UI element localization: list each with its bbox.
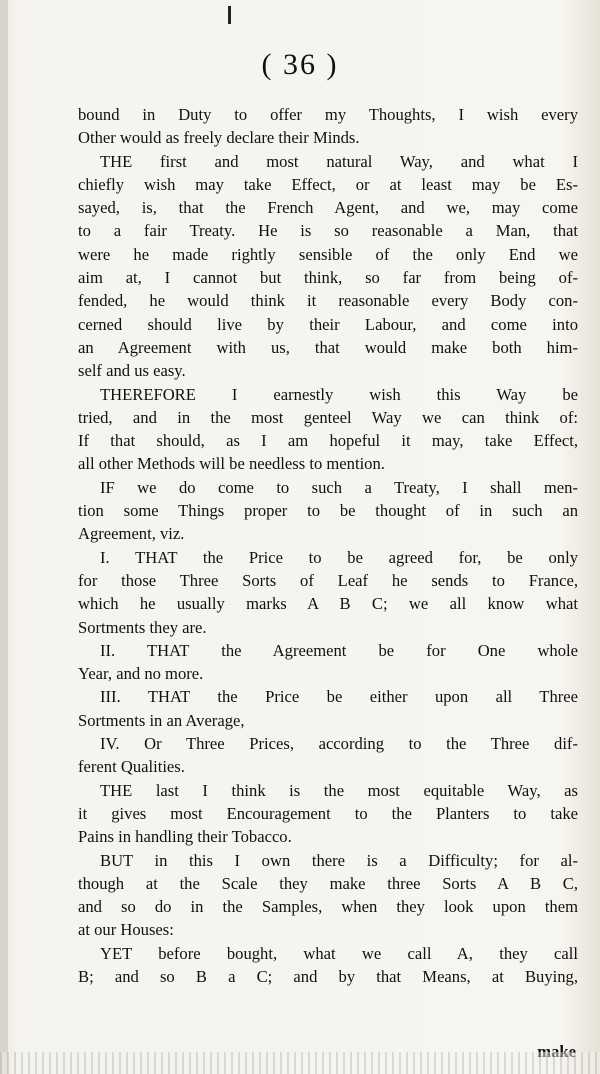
text-line: Pains in handling their Tobacco. <box>78 827 292 847</box>
scan-edge-noise <box>0 1052 600 1074</box>
text-line: to a fair Treaty. He is so reasonable a Man, that <box>78 221 578 241</box>
text-line: THE first and most natural Way, and what I <box>100 151 578 171</box>
text-line: IV. Or Three Prices, according to the Three dif- <box>100 734 578 754</box>
top-margin-mark <box>228 6 231 24</box>
text-line: aim at, I cannot but think, so far from being of- <box>78 268 578 288</box>
text-line: I. THAT the Price to be agreed for, be only <box>100 547 578 567</box>
text-line: B; and so B a C; and by that Means, at Buying, <box>78 966 578 986</box>
text-line: sayed, is, that the French Agent, and we, may come <box>78 198 578 218</box>
text-line: BUT in this I own there is a Difficulty; for al- <box>100 850 578 870</box>
text-line: it gives most Encouragement to the Planters to take <box>78 803 578 823</box>
page-number: ( 36 ) <box>261 48 339 81</box>
text-line: THEREFORE I earnestly wish this Way be <box>100 384 578 404</box>
text-line: YET before bought, what we call A, they call <box>100 943 578 963</box>
text-line: If that should, as I am hopeful it may, take Effect, <box>78 431 578 451</box>
body-text <box>78 103 578 988</box>
text-line: an Agreement with us, that would make both him- <box>78 337 578 357</box>
text-line: fended, he would think it reasonable every Body con- <box>78 291 578 311</box>
text-line: though at the Scale they make three Sorts A B C, <box>78 873 578 893</box>
text-line: II. THAT the Agreement be for One whole <box>100 640 578 660</box>
text-line: Agreement, viz. <box>78 524 185 544</box>
text-line: all other Methods will be needless to mention. <box>78 454 385 474</box>
page-gutter-shadow <box>0 0 8 1074</box>
text-line: III. THAT the Price be either upon all Three <box>100 687 578 707</box>
text-line: and so do in the Samples, when they look upon them <box>78 897 578 917</box>
text-line: tion some Things proper to be thought of in such an <box>78 501 578 521</box>
text-line: Other would as freely declare their Minds. <box>78 128 360 148</box>
text-line: self and us easy. <box>78 361 186 381</box>
text-line: were he made rightly sensible of the only End we <box>78 244 578 264</box>
text-line: THE last I think is the most equitable Way, as <box>100 780 578 800</box>
text-line: at our Houses: <box>78 920 174 940</box>
text-line: Sortments in an Average, <box>78 710 245 730</box>
text-line: bound in Duty to offer my Thoughts, I wish every <box>78 105 578 124</box>
text-line: IF we do come to such a Treaty, I shall men- <box>100 477 578 497</box>
text-line: which he usually marks A B C; we all know what <box>78 594 578 614</box>
text-line: Sortments they are. <box>78 617 207 637</box>
text-line: Year, and no more. <box>78 664 204 684</box>
text-line: for those Three Sorts of Leaf he sends to France, <box>78 570 578 590</box>
text-line: chiefly wish may take Effect, or at least may be Es- <box>78 174 578 194</box>
text-line: tried, and in the most genteel Way we can think of: <box>78 407 578 427</box>
text-line: ferent Qualities. <box>78 757 185 777</box>
text-line: cerned should live by their Labour, and come into <box>78 314 578 334</box>
